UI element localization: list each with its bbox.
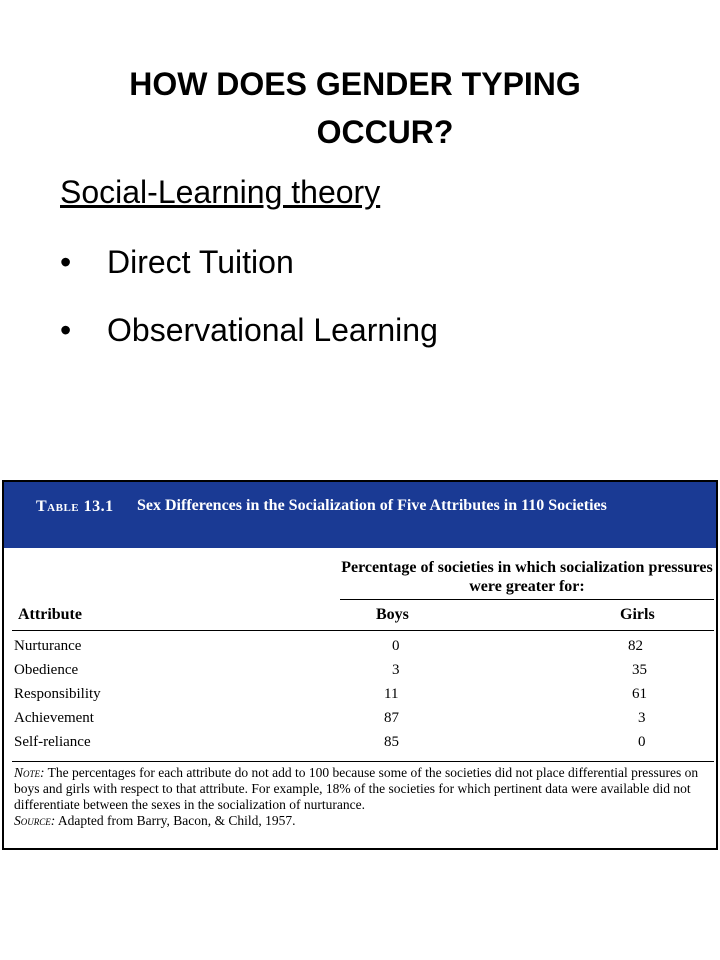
note-label: Note:: [14, 765, 45, 780]
cell-girls: 0: [638, 734, 646, 750]
bullet-text: Direct Tuition: [107, 244, 294, 280]
slide-title-line-2: OCCUR?: [316, 114, 454, 150]
bullet-symbol: •: [60, 244, 72, 280]
bullet-text: Observational Learning: [107, 312, 438, 348]
cell-attribute: Nurturance: [14, 638, 82, 654]
cell-boys: 87: [384, 710, 399, 726]
body-divider: [12, 761, 714, 762]
column-header-attribute: Attribute: [18, 606, 82, 623]
slide-title: [60, 60, 650, 156]
cell-boys: 0: [392, 638, 400, 654]
column-header-girls: Girls: [620, 606, 655, 623]
source-label: Source:: [14, 813, 56, 828]
note-text: The percentages for each attribute do not add to 100 because some of the societies did not place differential pressures on boys and girls with respect to that attribute. For example, 18% of the societies for which pertinent data were available did not differentiate between the sexes in the socialization of nurturance.: [14, 765, 699, 812]
data-table: [2, 480, 718, 850]
cell-girls: 35: [632, 662, 647, 678]
table-caption: Sex Differences in the Socialization of Five Attributes in 110 Societies: [137, 497, 607, 514]
cell-boys: 3: [392, 662, 400, 678]
cell-attribute: Obedience: [14, 662, 79, 678]
cell-attribute: Responsibility: [14, 686, 101, 702]
slide-subtitle: Social-Learning theory: [60, 174, 381, 210]
bullet-symbol: •: [60, 312, 72, 348]
slide-title-line-1: HOW DOES GENDER TYPING: [129, 66, 581, 102]
table-note: [14, 765, 714, 829]
cell-attribute: Achievement: [14, 710, 94, 726]
header-divider: [12, 630, 714, 631]
cell-girls: 3: [638, 710, 646, 726]
source-text: Adapted from Barry, Bacon, & Child, 1957.: [57, 813, 296, 828]
cell-boys: 11: [384, 686, 399, 702]
column-span-header: Percentage of societies in which socialization pressures were greater for:: [341, 559, 713, 595]
table-label: Table 13.1: [36, 498, 114, 515]
span-divider: [340, 599, 714, 600]
column-header-boys: Boys: [376, 606, 409, 623]
cell-attribute: Self-reliance: [14, 734, 91, 750]
cell-boys: 85: [384, 734, 399, 750]
cell-girls: 61: [632, 686, 647, 702]
cell-girls: 82: [628, 638, 643, 654]
table-header-bar: [4, 482, 716, 548]
